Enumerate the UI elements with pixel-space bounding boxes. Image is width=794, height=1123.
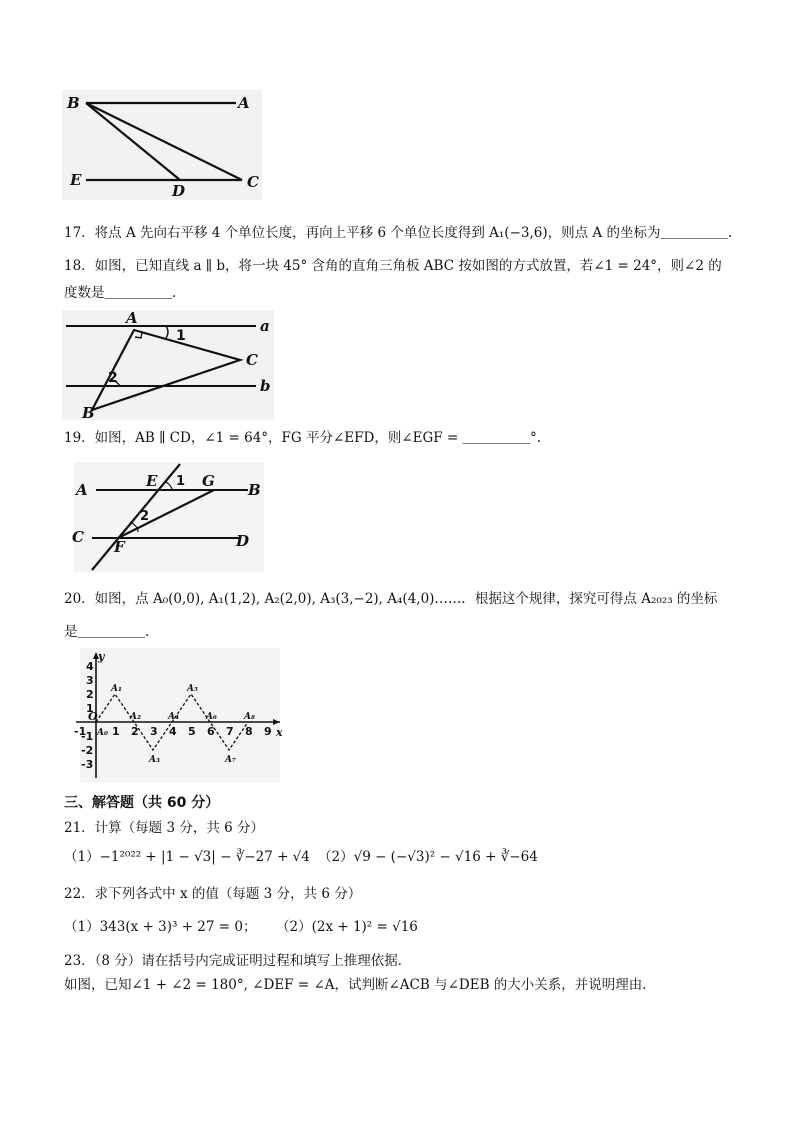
point-label: A₄ bbox=[168, 712, 179, 722]
question-20-line1: 20．如图，点 A₀(0,0), A₁(1,2), A₂(2,0), A₃(3,−2), A₄(4,0)……．根据这个规律，探究可得点 A₂₀₂₃ 的坐标 bbox=[64, 591, 718, 607]
question-21-part2: （2）√9 − (−√3)² − √16 + ∛−64 bbox=[318, 849, 538, 865]
label-G: G bbox=[202, 472, 215, 490]
label-B: B bbox=[67, 94, 80, 112]
label-D: D bbox=[172, 182, 186, 200]
question-20-line2: 是＿＿＿＿＿. bbox=[64, 624, 150, 640]
x-tick-label: 6 bbox=[207, 725, 215, 738]
label-B: B bbox=[82, 404, 95, 420]
label-E: E bbox=[70, 171, 82, 189]
label-b: b bbox=[260, 377, 271, 395]
x-axis-label: x bbox=[276, 726, 283, 739]
figure-q19-svg bbox=[68, 458, 268, 576]
figure-q16 bbox=[62, 90, 262, 200]
x-tick-label: 5 bbox=[188, 725, 196, 738]
question-21-title: 21．计算（每题 3 分，共 6 分） bbox=[64, 820, 265, 836]
point-label: A₈ bbox=[244, 712, 255, 722]
label-A: A bbox=[238, 94, 250, 112]
y-tick-label: 4 bbox=[86, 660, 94, 673]
x-tick-label: 1 bbox=[112, 725, 120, 738]
point-label: A₁ bbox=[111, 684, 122, 694]
figure-q18-svg bbox=[62, 310, 284, 420]
x-tick-label: 4 bbox=[169, 725, 177, 738]
angle-1: 1 bbox=[176, 474, 186, 489]
figure-q19 bbox=[68, 458, 268, 576]
x-tick-label: 7 bbox=[226, 725, 234, 738]
question-17: 17．将点 A 先向右平移 4 个单位长度，再向上平移 6 个单位长度得到 A₁(−3,6)，则点 A 的坐标为＿＿＿＿＿. bbox=[64, 225, 733, 241]
y-tick-label: 3 bbox=[86, 674, 94, 687]
figure-q16-svg bbox=[62, 90, 262, 200]
point-label: A₀ bbox=[97, 728, 108, 738]
question-18-line1: 18．如图，已知直线 a ∥ b，将一块 45° 含角的直角三角板 ABC 按如图的方式放置，若∠1 = 24°，则∠2 的 bbox=[64, 258, 722, 274]
label-A: A bbox=[76, 481, 88, 499]
angle-2: 2 bbox=[140, 509, 150, 524]
x-tick-label: -1 bbox=[74, 725, 87, 738]
point-label: A₃ bbox=[149, 755, 160, 765]
y-axis-label: y bbox=[98, 650, 105, 663]
question-22-part2: （2）(2x + 1)² = √16 bbox=[276, 919, 418, 935]
question-19: 19．如图，AB ∥ CD，∠1 = 64°，FG 平分∠EFD，则∠EGF = ＿＿＿＿＿°. bbox=[64, 430, 542, 446]
y-tick-label: 1 bbox=[86, 702, 94, 715]
label-C: C bbox=[247, 173, 259, 191]
label-F: F bbox=[114, 538, 125, 556]
label-a: a bbox=[260, 317, 270, 335]
y-tick-label: -2 bbox=[81, 744, 94, 757]
label-C: C bbox=[246, 351, 258, 369]
point-label: A₇ bbox=[225, 755, 236, 765]
x-tick-label: 8 bbox=[245, 725, 253, 738]
x-tick-label: 3 bbox=[150, 725, 158, 738]
y-tick-label: -3 bbox=[81, 758, 94, 771]
y-tick-label: 2 bbox=[86, 688, 94, 701]
figure-q18 bbox=[62, 310, 284, 420]
label-C: C bbox=[72, 528, 84, 546]
question-23-line2: 如图，已知∠1 + ∠2 = 180°, ∠DEF = ∠A，试判断∠ACB 与∠DEB 的大小关系，并说明理由． bbox=[64, 977, 656, 993]
x-tick-label: 9 bbox=[264, 725, 272, 738]
point-label: A₆ bbox=[206, 712, 217, 722]
x-tick-label: 2 bbox=[131, 725, 139, 738]
label-A: A bbox=[126, 310, 138, 327]
angle-2: 2 bbox=[108, 370, 118, 386]
point-label: A₅ bbox=[187, 684, 198, 694]
label-E: E bbox=[146, 472, 158, 490]
label-D: D bbox=[236, 532, 250, 550]
question-18-line2: 度数是＿＿＿＿＿. bbox=[64, 285, 177, 301]
figure-q20 bbox=[70, 648, 286, 782]
origin-label: O bbox=[88, 710, 98, 723]
section-3-title: 三、解答题（共 60 分） bbox=[64, 795, 220, 811]
question-22-part1: （1）343(x + 3)³ + 27 = 0； bbox=[64, 919, 257, 935]
point-label: A₂ bbox=[130, 712, 141, 722]
label-B: B bbox=[248, 481, 261, 499]
angle-1: 1 bbox=[176, 328, 186, 344]
question-21-part1: （1）−1²⁰²² + |1 − √3| − ∛−27 + √4 bbox=[64, 849, 310, 865]
figure-q20-svg bbox=[70, 648, 286, 782]
y-tick-label: -1 bbox=[81, 730, 94, 743]
question-22-title: 22．求下列各式中 x 的值（每题 3 分，共 6 分） bbox=[64, 886, 362, 902]
question-23-line1: 23．（8 分）请在括号内完成证明过程和填写上推理依据． bbox=[64, 953, 412, 969]
